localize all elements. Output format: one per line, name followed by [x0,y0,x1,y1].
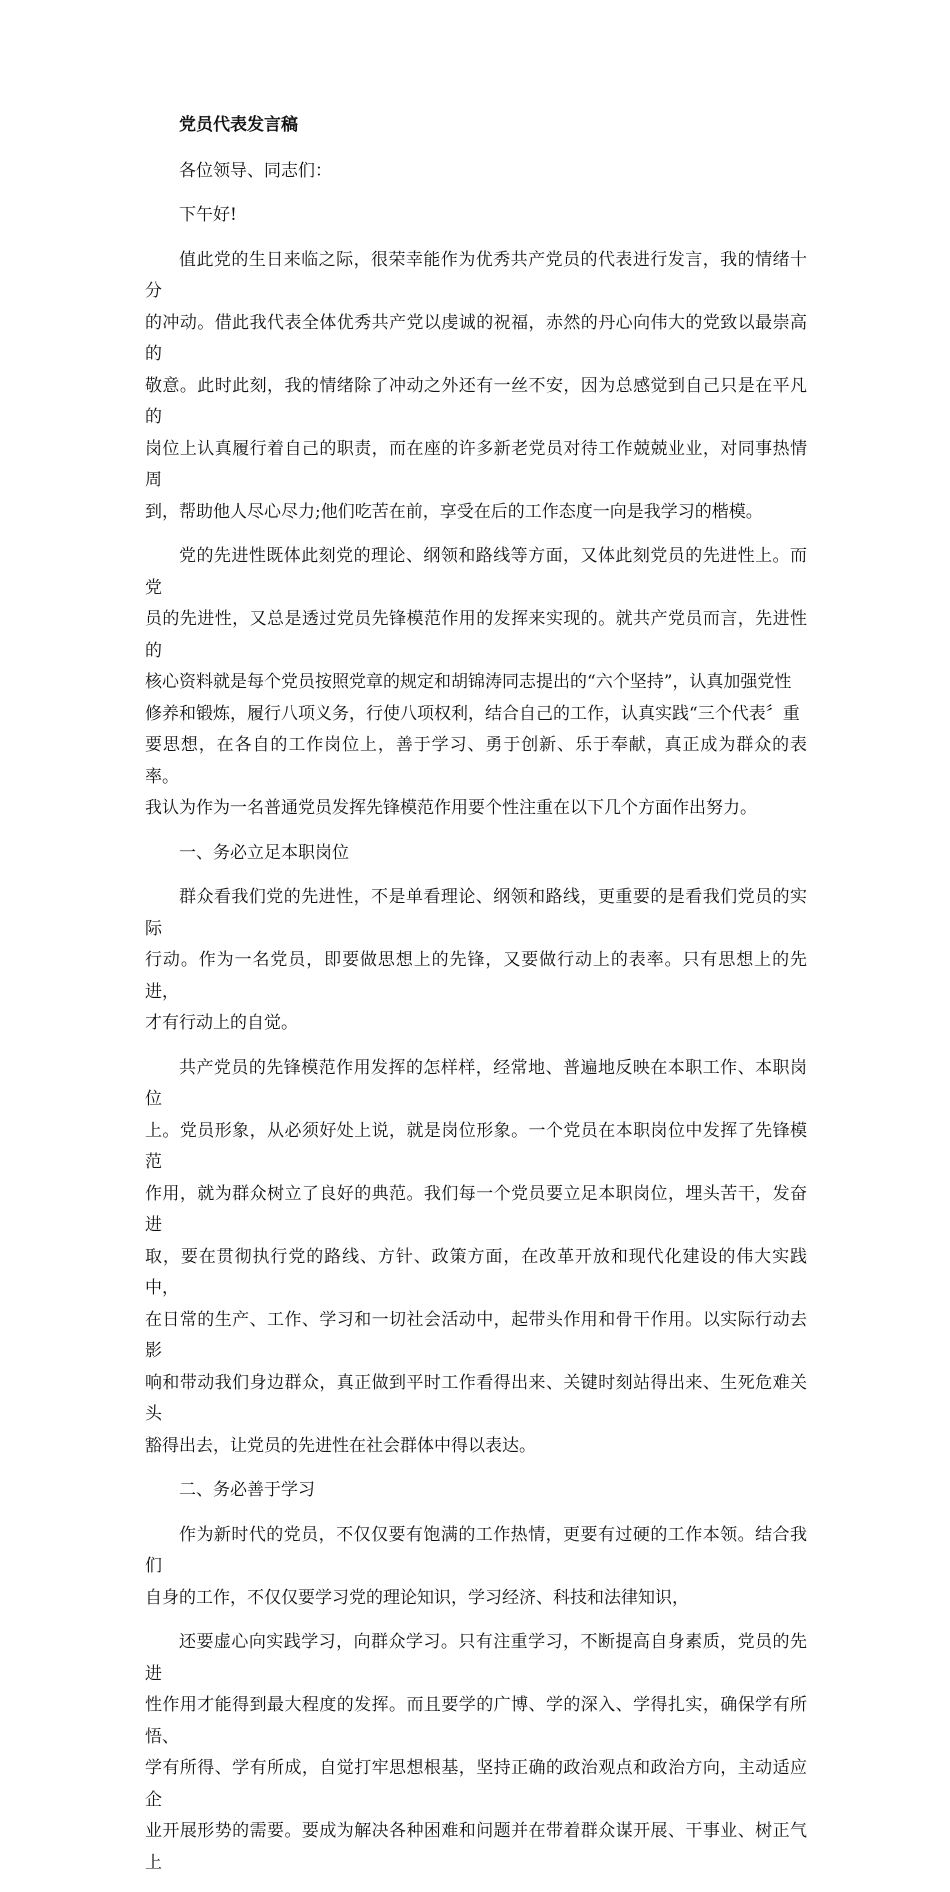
paragraph-line: 岗位上认真履行着自己的职责，而在座的许多新老党员对待工作兢兢业业，对同事热情周 [145,438,807,490]
salutation: 各位领导、同志们： [179,160,332,181]
paragraph-line: 自身的工作，不仅仅要学习党的理论知识，学习经济、科技和法律知识， [145,1587,689,1608]
paragraph-line: 取，要在贯彻执行党的路线、方针、政策方面，在改革开放和现代化建设的伟大实践中， [145,1246,807,1298]
paragraph-line: 敬意。此时此刻，我的情绪除了冲动之外还有一丝不安，因为总感觉到自己只是在平凡的 [145,375,807,427]
paragraph-line: 员的先进性，又总是透过党员先锋模范作用的发挥来实现的。就共产党员而言，先进性的 [145,609,807,661]
paragraph-line: 作用，就为群众树立了良好的典范。我们每一个党员要立足本职岗位，埋头苦干，发奋进 [145,1183,807,1235]
paragraph-line: 共产党员的先锋模范作用发挥的怎样样，经常地、普遍地反映在本职工作、本职岗位 [145,1057,807,1109]
paragraph-line: 性作用才能得到最大程度的发挥。而且要学的广博、学的深入、学得扎实，确保学有所悟、 [145,1695,807,1747]
paragraph-line: 到，帮助他人尽心尽力;他们吃苦在前，享受在后的工作态度一向是我学习的楷模。 [145,501,763,522]
paragraph-line: 修养和锻炼，履行八项义务，行使八项权利，结合自己的工作，认真实践“三个代表〞重 [145,703,800,724]
paragraph-1 [145,245,807,529]
paragraph-line: 作为新时代的党员，不仅仅要有饱满的工作热情，更要有过硬的工作本领。结合我们 [145,1524,807,1576]
paragraph-4 [145,1053,807,1463]
paragraph-line: 学有所得、学有所成，自觉打牢思想根基，坚持正确的政治观点和政治方向，主动适应企 [145,1758,807,1810]
section-heading-1: 一、务必立足本职岗位 [179,842,349,863]
paragraph-5 [145,1520,807,1615]
paragraph-line: 响和带动我们身边群众，真正做到平时工作看得出来、关键时刻站得出来、生死危难关头 [145,1372,807,1424]
paragraph-line: 要思想，在各自的工作岗位上，善于学习、勇于创新、乐于奉献，真正成为群众的表率。 [145,735,807,787]
document-page [145,110,807,1892]
greeting: 下午好! [179,205,237,225]
paragraph-line: 在日常的生产、工作、学习和一切社会活动中，起带头作用和骨干作用。以实际行动去影 [145,1309,807,1361]
paragraph-line: 豁得出去，让党员的先进性在社会群体中得以表达。 [145,1435,536,1456]
paragraph-line: 党的先进性既体此刻党的理论、纲领和路线等方面，又体此刻党员的先进性上。而党 [145,546,807,598]
paragraph-2 [145,541,807,825]
paragraph-line: 核心资料就是每个党员按照党章的规定和胡锦涛同志提出的“六个坚持”，认真加强党性 [145,672,792,692]
paragraph-3 [145,882,807,1040]
paragraph-line: 业开展形势的需要。要成为解决各种困难和问题并在带着群众谋开展、干事业、树正气上 [145,1821,807,1873]
paragraph-line: 才有行动上的自觉。 [145,1013,298,1033]
paragraph-line: 我认为作为一名普通党员发挥先锋模范作用要个性注重在以下几个方面作出努力。 [145,798,757,818]
paragraph-6 [145,1627,807,1879]
paragraph-line: 值此党的生日来临之际，很荣幸能作为优秀共产党员的代表进行发言，我的情绪十分 [145,249,807,301]
document-title: 党员代表发言稿 [179,115,298,135]
paragraph-line: 行动。作为一名党员，即要做思想上的先锋，又要做行动上的表率。只有思想上的先进， [145,950,807,1002]
paragraph-line: 上。党员形象，从必须好处上说，就是岗位形象。一个党员在本职岗位中发挥了先锋模范 [145,1120,807,1172]
section-heading-2: 二、务必善于学习 [179,1480,315,1500]
paragraph-line: 群众看我们党的先进性，不是单看理论、纲领和路线，更重要的是看我们党员的实际 [145,887,807,939]
paragraph-line: 还要虚心向实践学习，向群众学习。只有注重学习，不断提高自身素质，党员的先进 [145,1632,807,1684]
paragraph-line: 的冲动。借此我代表全体优秀共产党以虔诚的祝福，赤然的丹心向伟大的党致以最崇高的 [145,312,807,364]
